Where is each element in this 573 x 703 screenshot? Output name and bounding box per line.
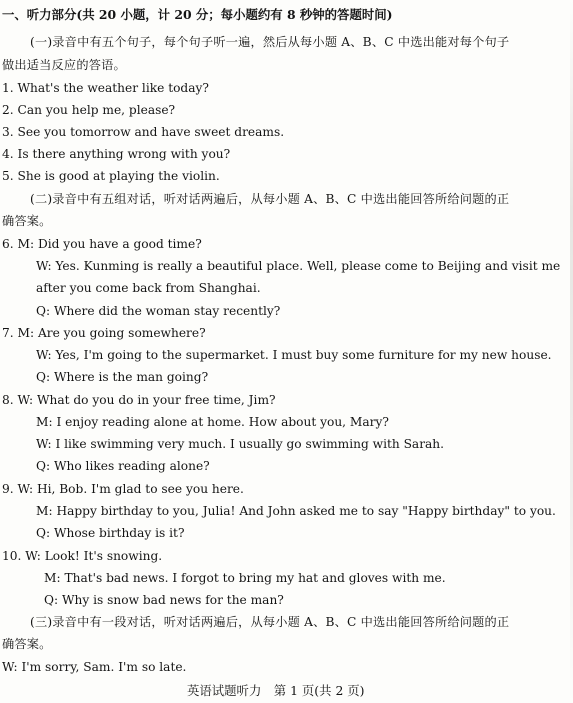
question-8-question: Q: Who likes reading alone? <box>36 459 210 473</box>
section-heading: 一、听力部分(共 20 小题，计 20 分；每小题约有 8 秒钟的答题时间) <box>2 7 393 22</box>
question-9-question: Q: Whose birthday is it? <box>36 526 185 540</box>
question-9-line1: 9. W: Hi, Bob. I'm glad to see you here. <box>2 482 244 496</box>
question-9-line2: M: Happy birthday to you, Julia! And John asked me to say "Happy birthday" to you. <box>36 504 556 518</box>
question-7-line1: 7. M: Are you going somewhere? <box>2 326 206 340</box>
part1-instruction-line2: 做出适当反应的答语。 <box>2 58 126 72</box>
part3-instruction-line2: 确答案。 <box>2 637 52 651</box>
question-10-line1: 10. W: Look! It's snowing. <box>2 549 163 563</box>
question-8-line3: W: I like swimming very much. I usually go swimming with Sarah. <box>36 437 445 451</box>
part1-instruction-line1: (一)录音中有五个句子，每个句子听一遍，然后从每小题 A、B、C 中选出能对每个句子 <box>30 35 510 49</box>
part3-dialogue-line1: W: I'm sorry, Sam. I'm so late. <box>2 660 187 674</box>
question-10-line2: M: That's bad news. I forgot to bring my hat and gloves with me. <box>44 571 446 585</box>
page-footer: 英语试题听力 第 1 页(共 2 页) <box>187 683 365 698</box>
question-1: 1. What's the weather like today? <box>2 81 209 95</box>
question-2: 2. Can you help me, please? <box>2 103 176 117</box>
question-6-question: Q: Where did the woman stay recently? <box>36 304 281 318</box>
part3-instruction-line1: (三)录音中有一段对话，听对话两遍后，从每小题 A、B、C 中选出能回答所给问题的正 <box>30 615 510 629</box>
question-7-question: Q: Where is the man going? <box>36 370 209 384</box>
question-6-line3: after you come back from Shanghai. <box>36 281 261 295</box>
question-3: 3. See you tomorrow and have sweet dreams. <box>2 125 285 139</box>
question-8-line1: 8. W: What do you do in your free time, Jim? <box>2 393 276 407</box>
question-6-line1: 6. M: Did you have a good time? <box>2 237 202 251</box>
part2-instruction-line2: 确答案。 <box>2 214 52 228</box>
question-4: 4. Is there anything wrong with you? <box>2 147 231 161</box>
question-10-question: Q: Why is snow bad news for the man? <box>44 593 284 607</box>
question-7-line2: W: Yes, I'm going to the supermarket. I must buy some furniture for my new house. <box>36 348 552 362</box>
question-6-line2: W: Yes. Kunming is really a beautiful place. Well, please come to Beijing and visit me <box>36 259 561 273</box>
part2-instruction-line1: (二)录音中有五组对话，听对话两遍后，从每小题 A、B、C 中选出能回答所给问题的正 <box>30 192 510 206</box>
question-8-line2: M: I enjoy reading alone at home. How about you, Mary? <box>36 415 389 429</box>
question-5: 5. She is good at playing the violin. <box>2 169 220 183</box>
